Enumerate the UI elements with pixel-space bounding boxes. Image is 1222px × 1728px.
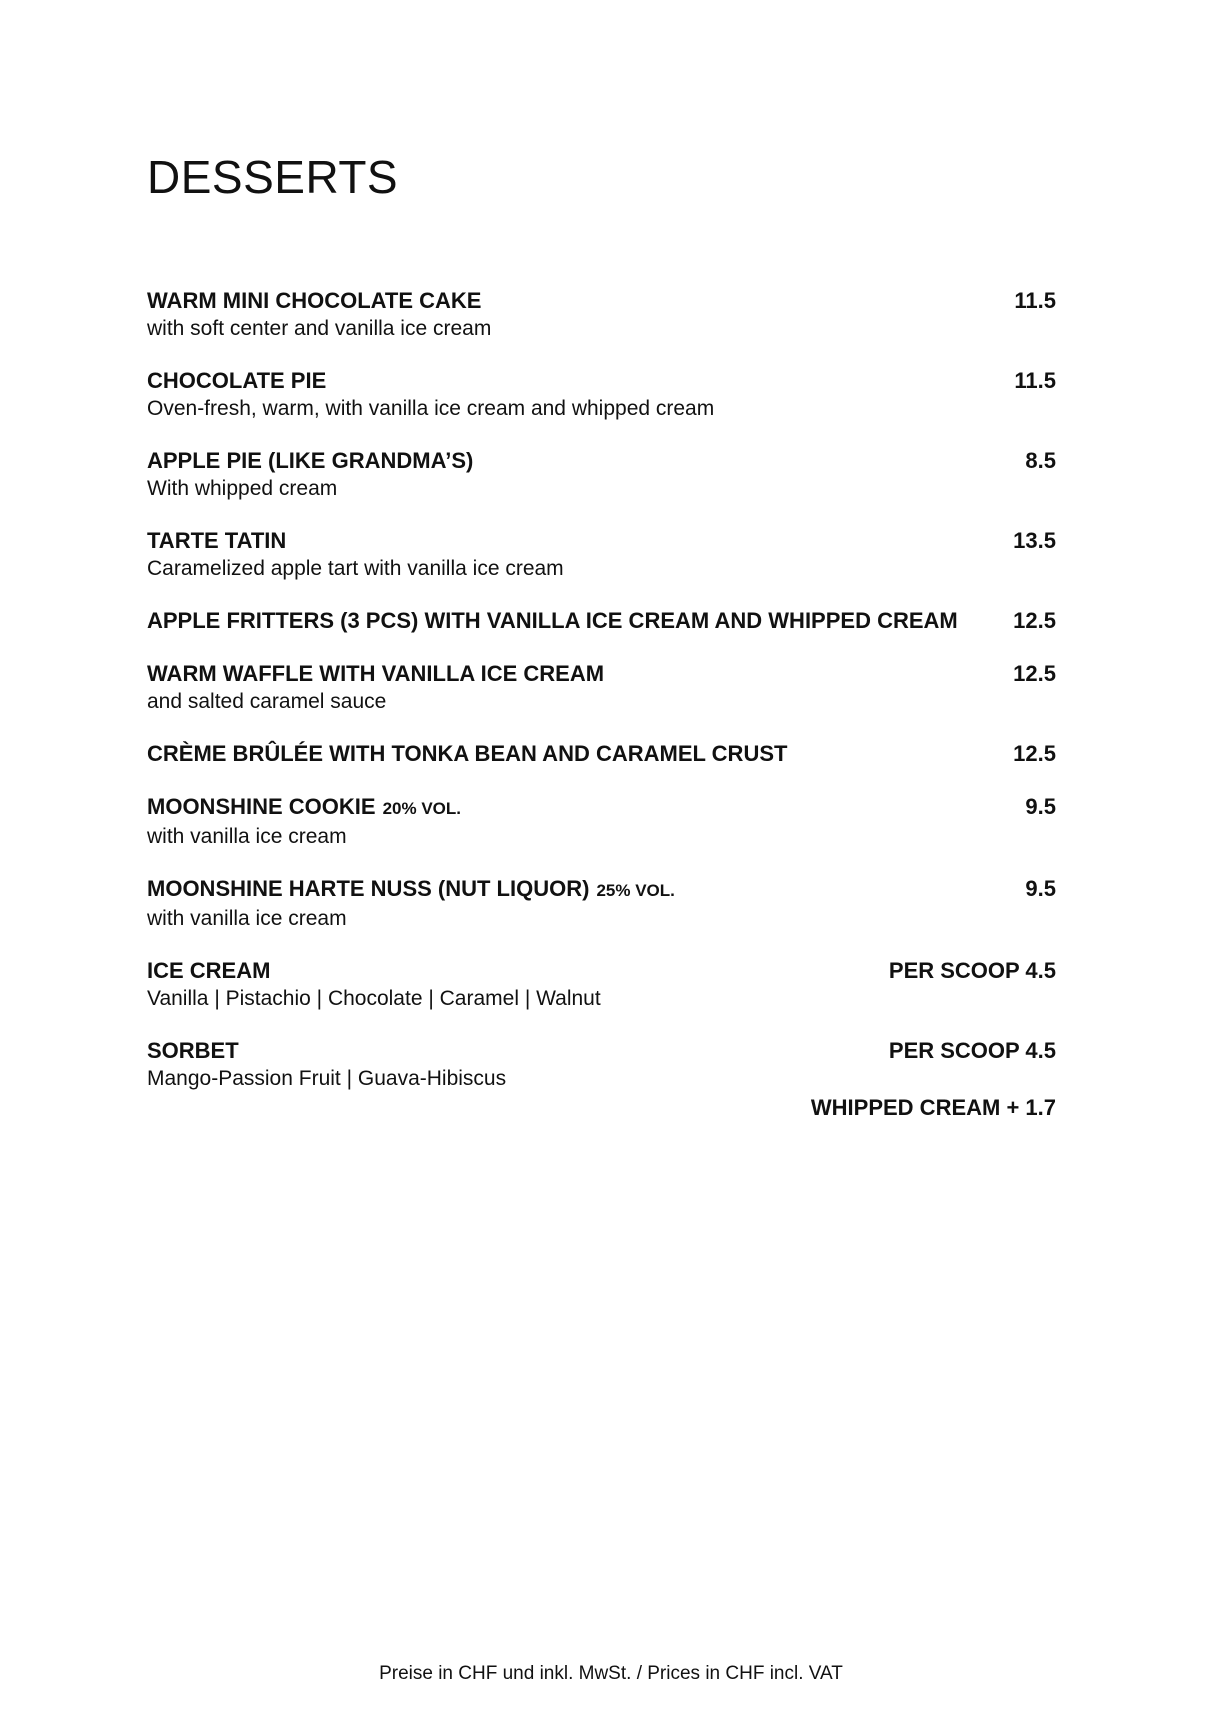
item-price: 9.5: [1025, 794, 1056, 819]
menu-item: [147, 793, 1056, 850]
menu-item: [147, 607, 1056, 635]
item-name: APPLE FRITTERS (3 PCS) WITH VANILLA ICE CREAM AND WHIPPED CREAM: [147, 608, 958, 633]
item-name: ICE CREAM: [147, 958, 271, 983]
item-name: APPLE PIE (LIKE GRANDMA’S): [147, 448, 474, 473]
item-price: 12.5: [1013, 661, 1056, 686]
item-description: with soft center and vanilla ice cream: [147, 317, 492, 340]
item-description: Caramelized apple tart with vanilla ice cream: [147, 557, 564, 580]
menu-item: [147, 660, 1056, 715]
item-name: MOONSHINE HARTE NUSS (NUT LIQUOR): [147, 876, 590, 901]
dessert-list: [147, 287, 1056, 1122]
item-price: 13.5: [1013, 528, 1056, 553]
item-description: With whipped cream: [147, 477, 338, 500]
item-name: WARM WAFFLE WITH VANILLA ICE CREAM: [147, 661, 605, 686]
item-description: Oven-fresh, warm, with vanilla ice cream and whipped cream: [147, 397, 715, 420]
item-price: PER SCOOP 4.5: [888, 958, 1056, 983]
item-name: SORBET: [147, 1038, 239, 1063]
menu-item: [147, 447, 1056, 502]
extra-whipped-cream: WHIPPED CREAM + 1.7: [810, 1095, 1056, 1120]
item-description: Vanilla | Pistachio | Chocolate | Caramel | Walnut: [147, 987, 601, 1010]
item-name: WARM MINI CHOCOLATE CAKE: [147, 288, 482, 313]
menu-item: [147, 740, 1056, 768]
item-price: PER SCOOP 4.5: [888, 1038, 1056, 1063]
menu-item: [147, 367, 1056, 422]
item-price: 8.5: [1025, 448, 1056, 473]
item-name: TARTE TATIN: [147, 528, 287, 553]
item-description: and salted caramel sauce: [147, 690, 387, 713]
item-name: CRÈME BRÛLÉE WITH TONKA BEAN AND CARAMEL CRUST: [147, 741, 788, 766]
menu-item: [147, 957, 1056, 1012]
menu-item: [147, 875, 1056, 932]
item-name: MOONSHINE COOKIE: [147, 794, 376, 819]
item-price: 12.5: [1013, 741, 1056, 766]
item-description: Mango-Passion Fruit | Guava-Hibiscus: [147, 1067, 507, 1090]
price-note: Preise in CHF und inkl. MwSt. / Prices in CHF incl. VAT: [379, 1663, 843, 1684]
item-description: with vanilla ice cream: [147, 825, 347, 848]
item-price: 9.5: [1025, 876, 1056, 901]
item-price: 11.5: [1014, 368, 1056, 393]
item-price: 11.5: [1014, 288, 1056, 313]
menu-item: [147, 287, 1056, 342]
menu-item: [147, 1037, 1056, 1092]
page-title: DESSERTS: [147, 151, 399, 203]
item-alcohol-volume: 25% VOL.: [596, 881, 675, 900]
menu-item: [147, 527, 1056, 582]
item-description: with vanilla ice cream: [147, 907, 347, 930]
item-name: CHOCOLATE PIE: [147, 368, 327, 393]
item-price: 12.5: [1013, 608, 1056, 633]
item-alcohol-volume: 20% VOL.: [382, 799, 461, 818]
